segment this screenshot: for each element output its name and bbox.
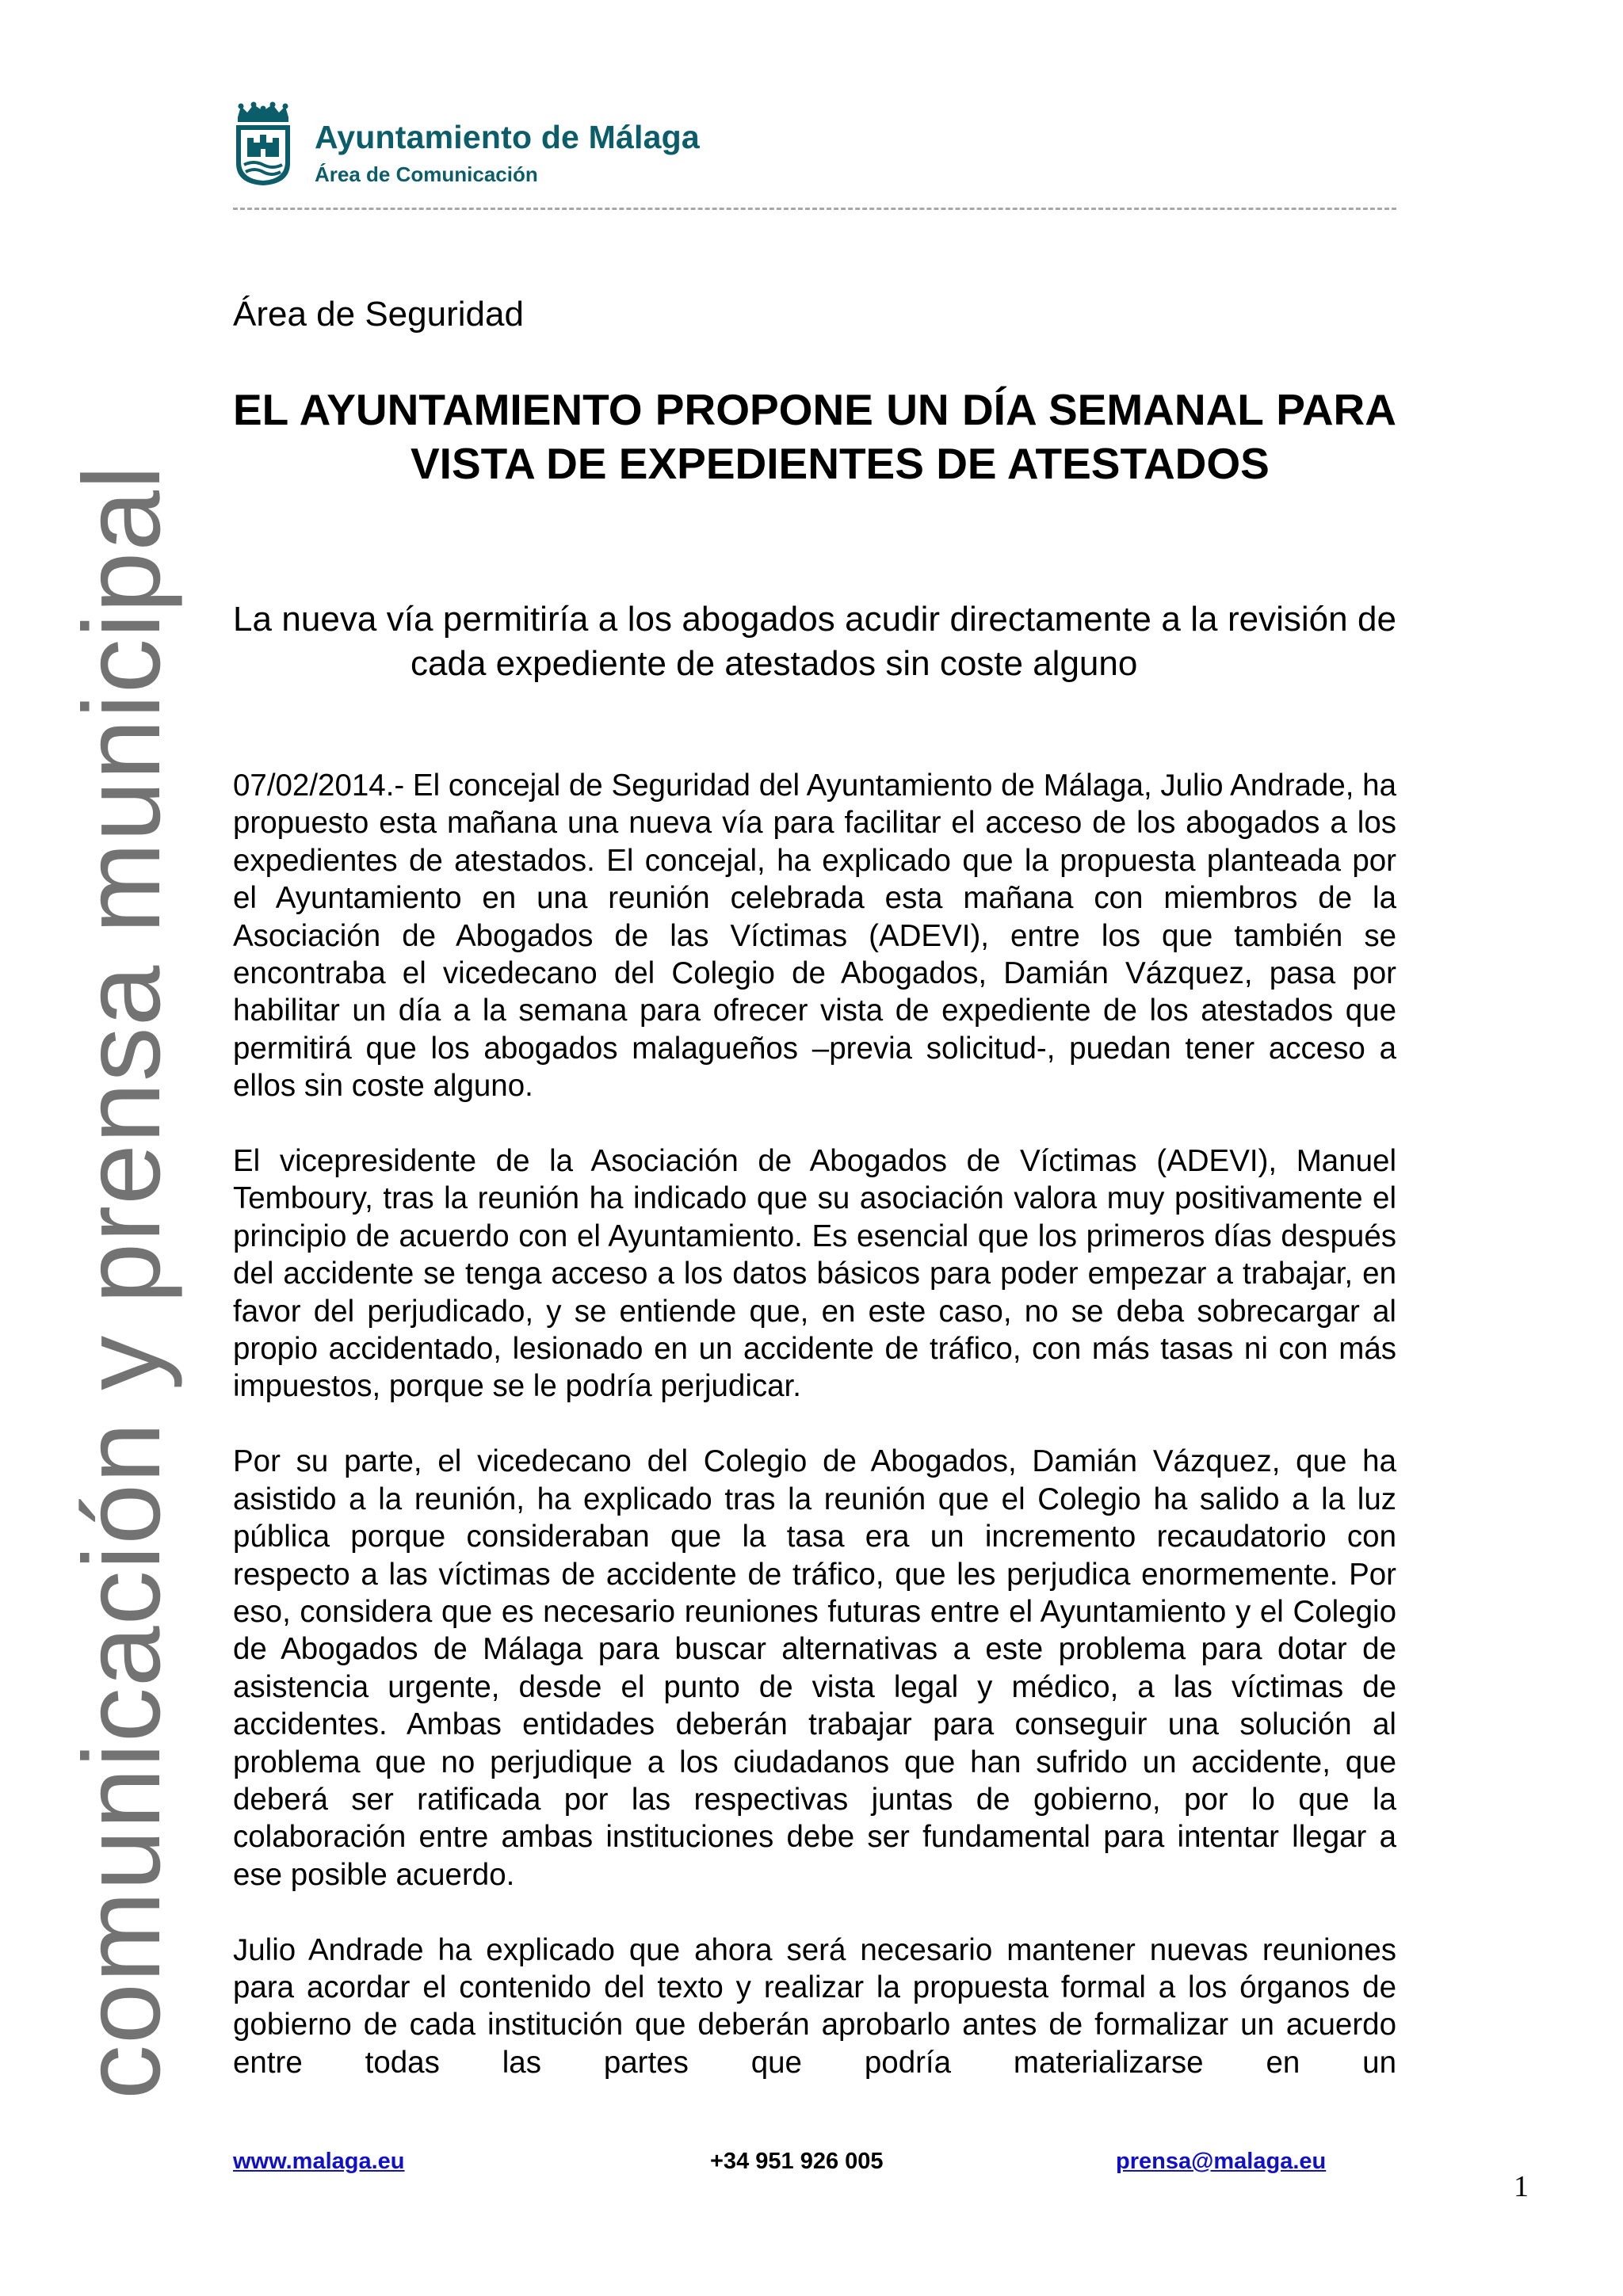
organization-name: Ayuntamiento de Málaga [315, 119, 700, 155]
phone-number: +34 951 926 005 [710, 2149, 884, 2174]
paragraph-4: Julio Andrade ha explicado que ahora será necesario mantener nuevas reuniones para acordar el contenido del texto y realizar la propuesta formal a los órganos de gobierno de cada institución que deberán aprobarlo antes de formalizar un acuerdo entre todas las partes que podría materializarse en un [233, 1932, 1396, 2080]
organization-area: Área de Comunicación [315, 162, 538, 186]
paragraph-2: El vicepresidente de la Asociación de Abogados de Víctimas (ADEVI), Manuel Temboury, tras la reunión ha indicado que su asociación valora muy positivamente el principio de acuerdo con el Ayuntamiento. Es esencial que los primeros días después del accidente se tenga acceso a los datos básicos para poder empezar a trabajar, en favor del perjudicado, y se entiende que, en este caso, no se deba sobrecargar al propio accidentado, lesionado en un accidente de tráfico, con más tasas ni con más impuestos, porque se le podría perjudicar. [233, 1144, 1396, 1404]
paragraph-3: Por su parte, el vicedecano del Colegio de Abogados, Damián Vázquez, que ha asistido a la reunión, ha explicado tras la reunión que el Colegio ha salido a la luz pública porque consideraban que la tasa era un incremento recaudatorio con respecto a las víctimas de accidente de tráfico, que les perjudica enormemente. Por eso, considera que es necesario reuniones futuras entre el Ayuntamiento y el Colegio de Abogados de Málaga para buscar alternativas a este problema para dotar de asistencia urgente, desde el punto de vista legal y médico, a las víctimas de accidentes. Ambas entidades deberán trabajar para conseguir una solución al problema que no perjudique a los ciudadanos que han sufrido un accidente, que deberá ser ratificada por las respectivas juntas de gobierno, por lo que la colaboración entre ambas instituciones debe ser fundamental para intentar llegar a ese posible acuerdo. [233, 1444, 1396, 1892]
paragraph-1: 07/02/2014.- El concejal de Seguridad del Ayuntamiento de Málaga, Julio Andrade, ha propuesto esta mañana una nueva vía para facilitar el acceso de los abogados a los expedientes de atestados. El concejal, ha explicado que la propuesta planteada por el Ayuntamiento en una reunión celebrada esta mañana con miembros de la Asociación de Abogados de las Víctimas (ADEVI), entre los que también se encontraba el vicedecano del Colegio de Abogados, Damián Vázquez, pasa por habilitar un día a la semana para ofrecer vista de expediente de los atestados que permitirá que los abogados malagueños –previa solicitud-, puedan tener acceso a ellos sin coste alguno. [233, 769, 1396, 1104]
section-label: Área de Seguridad [233, 295, 524, 334]
subheadline: La nueva vía permitiría a los abogados acudir directamente a la revisión de cada expediente de atestados sin coste alguno [233, 600, 1396, 683]
article-body [233, 767, 1396, 2081]
email-link[interactable]: prensa@malaga.eu [1116, 2149, 1327, 2174]
page-number: 1 [1514, 2170, 1529, 2203]
website-link[interactable]: www.malaga.eu [233, 2149, 405, 2174]
headline: EL AYUNTAMIENTO PROPONE UN DÍA SEMANAL PARA VISTA DE EXPEDIENTES DE ATESTADOS [233, 385, 1396, 488]
side-label [61, 277, 183, 2100]
header-divider [233, 208, 1396, 210]
malaga-coat-of-arms-logo [233, 101, 293, 187]
side-label-text: comunicación y prensa municipal [61, 464, 183, 2100]
